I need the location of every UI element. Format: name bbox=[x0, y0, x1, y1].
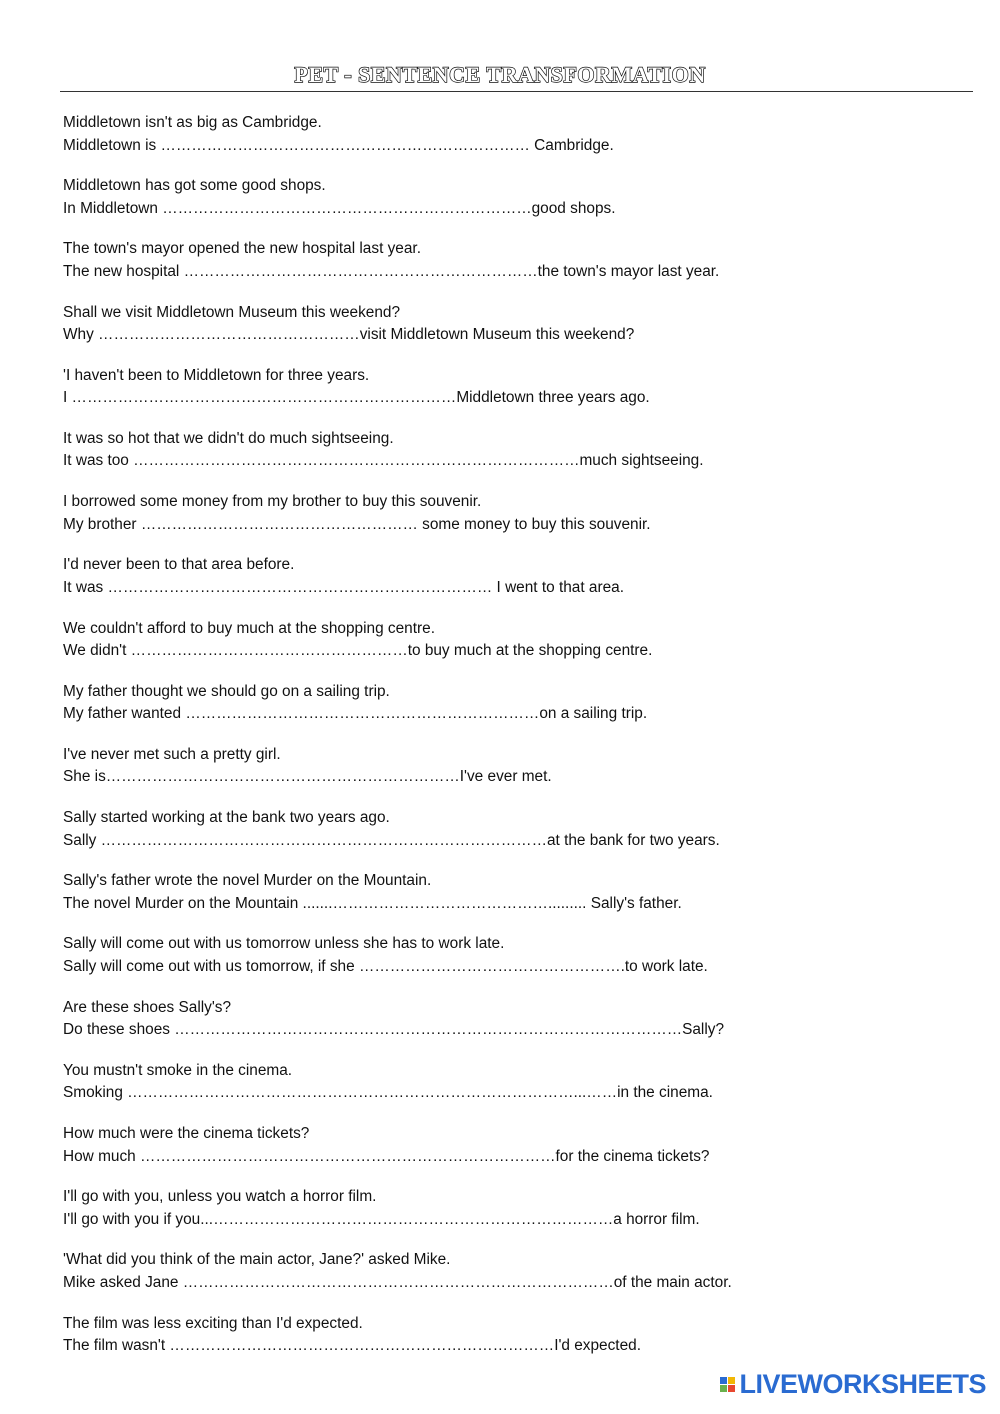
answer-line[interactable]: Do these shoes ………………………………………………………………………………………Sally? bbox=[63, 1021, 725, 1039]
exercise-item bbox=[63, 997, 963, 1060]
liveworksheets-logo[interactable] bbox=[720, 1369, 986, 1400]
answer-line[interactable]: My father wanted ……………………………………………………………on a sailing trip. bbox=[63, 705, 648, 723]
liveworksheets-brand: LIVEWORKSHEETS bbox=[739, 1369, 986, 1399]
answer-line[interactable]: The new hospital ……………………………………………………………the town's mayor last year. bbox=[63, 262, 720, 280]
exercise-list bbox=[63, 112, 963, 1376]
exercise-item bbox=[63, 807, 963, 870]
exercise-item bbox=[63, 554, 963, 617]
answer-line[interactable]: Sally will come out with us tomorrow, if she …………………………………………….to work late. bbox=[63, 957, 708, 975]
page-title: PET - SENTENCE TRANSFORMATION bbox=[294, 62, 706, 87]
prompt-sentence: Shall we visit Middletown Museum this weekend? bbox=[63, 303, 401, 321]
answer-line[interactable]: Why ……………………………………………visit Middletown Museum this weekend? bbox=[63, 326, 635, 344]
logo-square-blue bbox=[720, 1377, 727, 1384]
exercise-item bbox=[63, 870, 963, 933]
prompt-sentence: The town's mayor opened the new hospital last year. bbox=[63, 240, 421, 258]
prompt-sentence: I'll go with you, unless you watch a horror film. bbox=[63, 1188, 377, 1206]
answer-line[interactable]: How much ………………………………………………………………………for the cinema tickets? bbox=[63, 1147, 710, 1165]
prompt-sentence: My father thought we should go on a sailing trip. bbox=[63, 682, 390, 700]
answer-line[interactable]: The film wasn't …………………………………………………………………I'd expected. bbox=[63, 1337, 641, 1355]
prompt-sentence: 'What did you think of the main actor, Jane?' asked Mike. bbox=[63, 1251, 451, 1269]
answer-line[interactable]: The novel Murder on the Mountain .......……………………………………......... Sally's father. bbox=[63, 894, 682, 912]
logo-square-green bbox=[720, 1385, 727, 1392]
answer-line[interactable]: We didn't ………………………………………………to buy much at the shopping centre. bbox=[63, 642, 653, 659]
prompt-sentence: I'd never been to that area before. bbox=[63, 556, 295, 574]
prompt-sentence: Sally will come out with us tomorrow unless she has to work late. bbox=[63, 935, 505, 953]
exercise-item bbox=[63, 744, 963, 807]
liveworksheets-logo-icon bbox=[720, 1377, 735, 1392]
exercise-item bbox=[63, 175, 963, 238]
exercise-item bbox=[63, 1313, 963, 1376]
prompt-sentence: Middletown has got some good shops. bbox=[63, 177, 326, 195]
answer-line[interactable]: She is……………………………………………………………I've ever met. bbox=[63, 768, 552, 786]
prompt-sentence: 'I haven't been to Middletown for three years. bbox=[63, 366, 370, 384]
prompt-sentence: Sally's father wrote the novel Murder on the Mountain. bbox=[63, 872, 432, 890]
exercise-item bbox=[63, 1249, 963, 1312]
exercise-item bbox=[63, 1186, 963, 1249]
prompt-sentence: Are these shoes Sally's? bbox=[63, 998, 232, 1016]
exercise-item bbox=[63, 302, 963, 365]
answer-line[interactable]: My brother ……………………………………………… some money to buy this souvenir. bbox=[63, 515, 651, 533]
prompt-sentence: I borrowed some money from my brother to buy this souvenir. bbox=[63, 493, 482, 511]
exercise-item bbox=[63, 1123, 963, 1186]
prompt-sentence: Middletown isn't as big as Cambridge. bbox=[63, 114, 322, 131]
answer-line[interactable]: I'll go with you if you...……………………………………………………………………a horror film. bbox=[63, 1210, 700, 1228]
answer-line[interactable]: It was too ……………………………………………………………………………much sightseeing. bbox=[63, 452, 704, 470]
answer-line[interactable]: Middletown is ……………………………………………………………… Cambridge. bbox=[63, 136, 614, 154]
answer-line[interactable]: It was ………………………………………………………………… I went to that area. bbox=[63, 578, 624, 596]
answer-line[interactable]: Smoking ……………………………………………………………………………...……in the cinema. bbox=[63, 1084, 713, 1102]
prompt-sentence: The film was less exciting than I'd expected. bbox=[63, 1314, 363, 1332]
prompt-sentence: I've never met such a pretty girl. bbox=[63, 745, 281, 763]
exercise-item bbox=[63, 681, 963, 744]
exercise-item bbox=[63, 1060, 963, 1123]
exercise-item bbox=[63, 933, 963, 996]
prompt-sentence: How much were the cinema tickets? bbox=[63, 1125, 310, 1142]
exercise-item bbox=[63, 491, 963, 554]
prompt-sentence: It was so hot that we didn't do much sightseeing. bbox=[63, 429, 394, 447]
answer-line[interactable]: Mike asked Jane …………………………………………………………………………of the main actor. bbox=[63, 1273, 732, 1291]
exercise-item bbox=[63, 428, 963, 491]
prompt-sentence: You mustn't smoke in the cinema. bbox=[63, 1061, 293, 1079]
exercise-item bbox=[63, 112, 963, 175]
exercise-item bbox=[63, 365, 963, 428]
exercise-item bbox=[63, 618, 963, 681]
prompt-sentence: Sally started working at the bank two years ago. bbox=[63, 809, 390, 827]
exercise-item bbox=[63, 238, 963, 301]
prompt-sentence: We couldn't afford to buy much at the shopping centre. bbox=[63, 619, 435, 637]
logo-square-yellow bbox=[728, 1377, 735, 1384]
answer-line[interactable]: I …………………………………………………………………Middletown three years ago. bbox=[63, 389, 650, 407]
answer-line[interactable]: Sally ……………………………………………………………………………at the bank for two years. bbox=[63, 831, 720, 849]
logo-square-red bbox=[728, 1385, 735, 1392]
title-divider bbox=[60, 91, 973, 92]
answer-line[interactable]: In Middletown ………………………………………………………………good shops. bbox=[63, 199, 616, 217]
